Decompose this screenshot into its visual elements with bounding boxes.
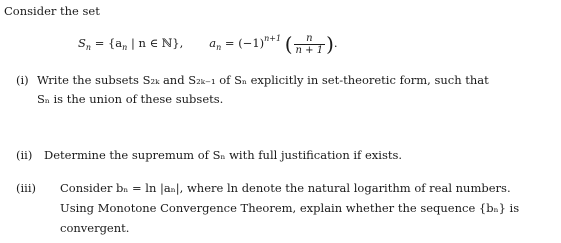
question-1-label: (i) xyxy=(16,73,29,87)
question-3-line-1: Consider bₙ = ln |aₙ|, where ln denote the natural logarithm of real numbers. xyxy=(60,181,511,195)
definition-line xyxy=(78,27,338,61)
question-3-line-3: convergent. xyxy=(60,221,130,235)
question-2-label: (ii) xyxy=(16,148,33,162)
sequence-definition: $a_n = (-1)^{n+1}$ ( $\frac{n}{n + 1}$ ). xyxy=(209,32,338,56)
intro-text: Consider the set xyxy=(4,4,100,18)
question-1-line-2: Sₙ is the union of these subsets. xyxy=(37,92,224,106)
question-1-line-1: Write the subsets S₂ₖ and S₂ₖ₋₁ of Sₙ explicitly in set-theoretic form, such that xyxy=(37,73,489,87)
fraction: $\frac{n}{n + 1}$ xyxy=(295,32,324,56)
question-2-line-1: Determine the supremum of Sₙ with full justification if exists. xyxy=(44,148,403,162)
set-definition: $S_n = \{a_n$ | n ∈ ℕ}, xyxy=(78,36,184,52)
question-3-line-2: Using Monotone Convergence Theorem, explain whether the sequence {bₙ} is xyxy=(60,201,520,215)
question-3-label: (iii) xyxy=(16,181,37,195)
